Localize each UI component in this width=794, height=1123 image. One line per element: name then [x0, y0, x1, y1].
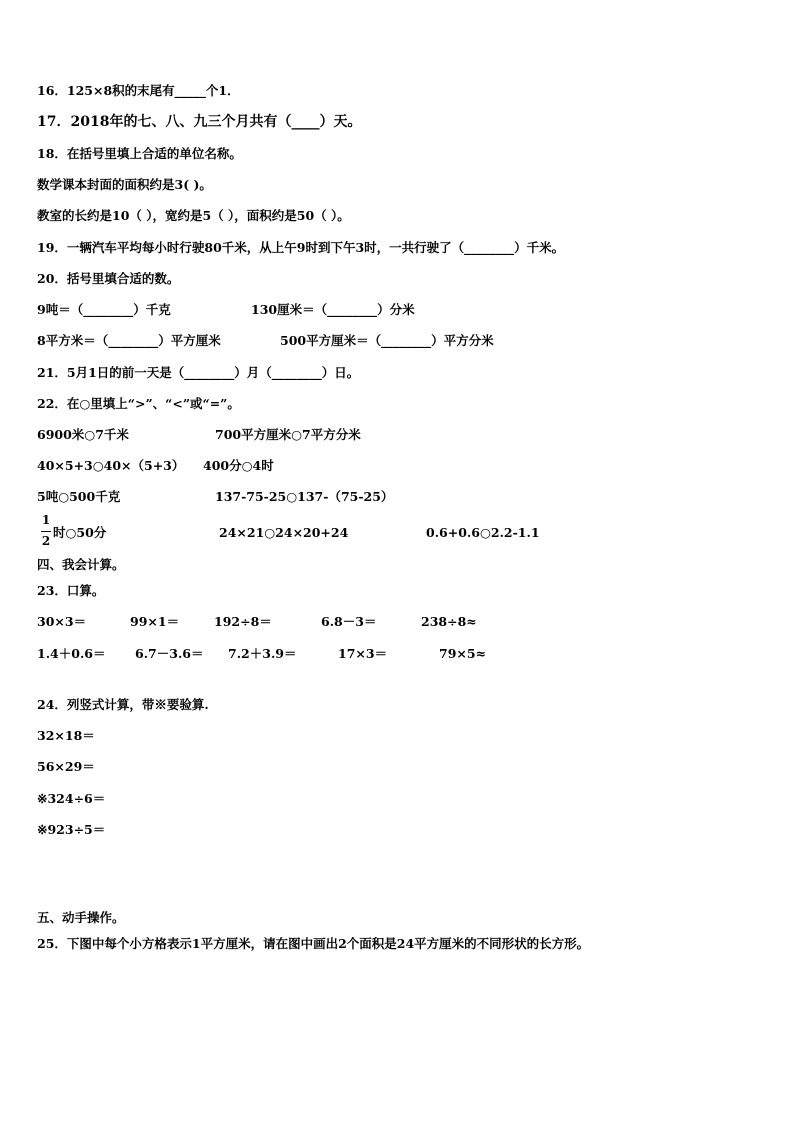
q22-row3-col1: 5吨○500千克: [37, 489, 121, 504]
q24-item: 56×29＝: [37, 759, 95, 774]
q20-row2-col1: 8平方米＝（________）平方厘米: [37, 333, 221, 348]
q16-text: 16．125×8积的末尾有_____个1．: [37, 83, 240, 98]
q23-row2-item: 79×5≈: [439, 646, 487, 661]
q23-row1-item: 192÷8＝: [214, 614, 272, 629]
q18-title: 18．在括号里填上合适的单位名称。: [37, 146, 242, 161]
q23-row1-item: 30×3＝: [37, 614, 87, 629]
q23-row1-item: 238÷8≈: [421, 614, 477, 629]
q23-title: 23．口算。: [37, 583, 105, 598]
q22-row2-col2: 400分○4时: [203, 458, 274, 473]
q24-item: ※923÷5＝: [37, 822, 106, 837]
fraction-denominator: 2: [41, 534, 51, 548]
q23-row2-item: 6.7－3.6＝: [135, 646, 204, 661]
section-5-heading: 五、动手操作。: [37, 910, 125, 925]
q19-text: 19．一辆汽车平均每小时行驶80千米，从上午9时到下午3时，一共行驶了（________）千米。: [37, 240, 565, 255]
q21-text: 21．5月1日的前一天是（________）月（________）日。: [37, 365, 360, 380]
q23-row1-item: 6.8－3＝: [321, 614, 377, 629]
q23-row2-item: 1.4＋0.6＝: [37, 646, 106, 661]
q22-fraction: [40, 513, 52, 553]
q23-row1-item: 99×1＝: [130, 614, 180, 629]
q24-item: ※324÷6＝: [37, 791, 106, 806]
q22-row4-col2: 24×21○24×20+24: [219, 525, 349, 540]
q20-title: 20．括号里填合适的数。: [37, 271, 180, 286]
q22-title: 22．在○里填上“>”、“<”或“=”。: [37, 396, 240, 411]
q18-item-b: 教室的长约是10（ ），宽约是5（ ），面积约是50（ ）。: [37, 208, 350, 223]
fraction-numerator: 1: [41, 513, 51, 527]
q22-row1-col2: 700平方厘米○7平方分米: [215, 427, 361, 442]
q20-row1-col1: 9吨＝（________）千克: [37, 302, 171, 317]
q22-row4-col1: 时○50分: [53, 525, 107, 540]
q22-row1-col1: 6900米○7千米: [37, 427, 129, 442]
q23-row2-item: 7.2＋3.9＝: [228, 646, 297, 661]
section-4-heading: 四、我会计算。: [37, 557, 125, 572]
q24-item: 32×18＝: [37, 728, 95, 743]
q24-title: 24．列竖式计算，带※要验算.: [37, 697, 209, 712]
q20-row1-col2: 130厘米＝（________）分米: [251, 302, 415, 317]
q22-row2-col1: 40×5+3○40×（5+3）: [37, 458, 185, 473]
q25-text: 25．下图中每个小方格表示1平方厘米，请在图中画出2个面积是24平方厘米的不同形状的长方形。: [37, 936, 590, 951]
q17-text: 17．2018年的七、八、九三个月共有（____）天。: [37, 114, 362, 130]
q22-row3-col2: 137-75-25○137-（75-25）: [215, 489, 394, 504]
fraction-bar: [41, 531, 51, 532]
q20-row2-col2: 500平方厘米＝（________）平方分米: [280, 333, 494, 348]
q22-row4-col3: 0.6+0.6○2.2-1.1: [426, 525, 540, 540]
q23-row2-item: 17×3＝: [338, 646, 388, 661]
q18-item-a: 数学课本封面的面积约是3( )。: [37, 177, 212, 192]
